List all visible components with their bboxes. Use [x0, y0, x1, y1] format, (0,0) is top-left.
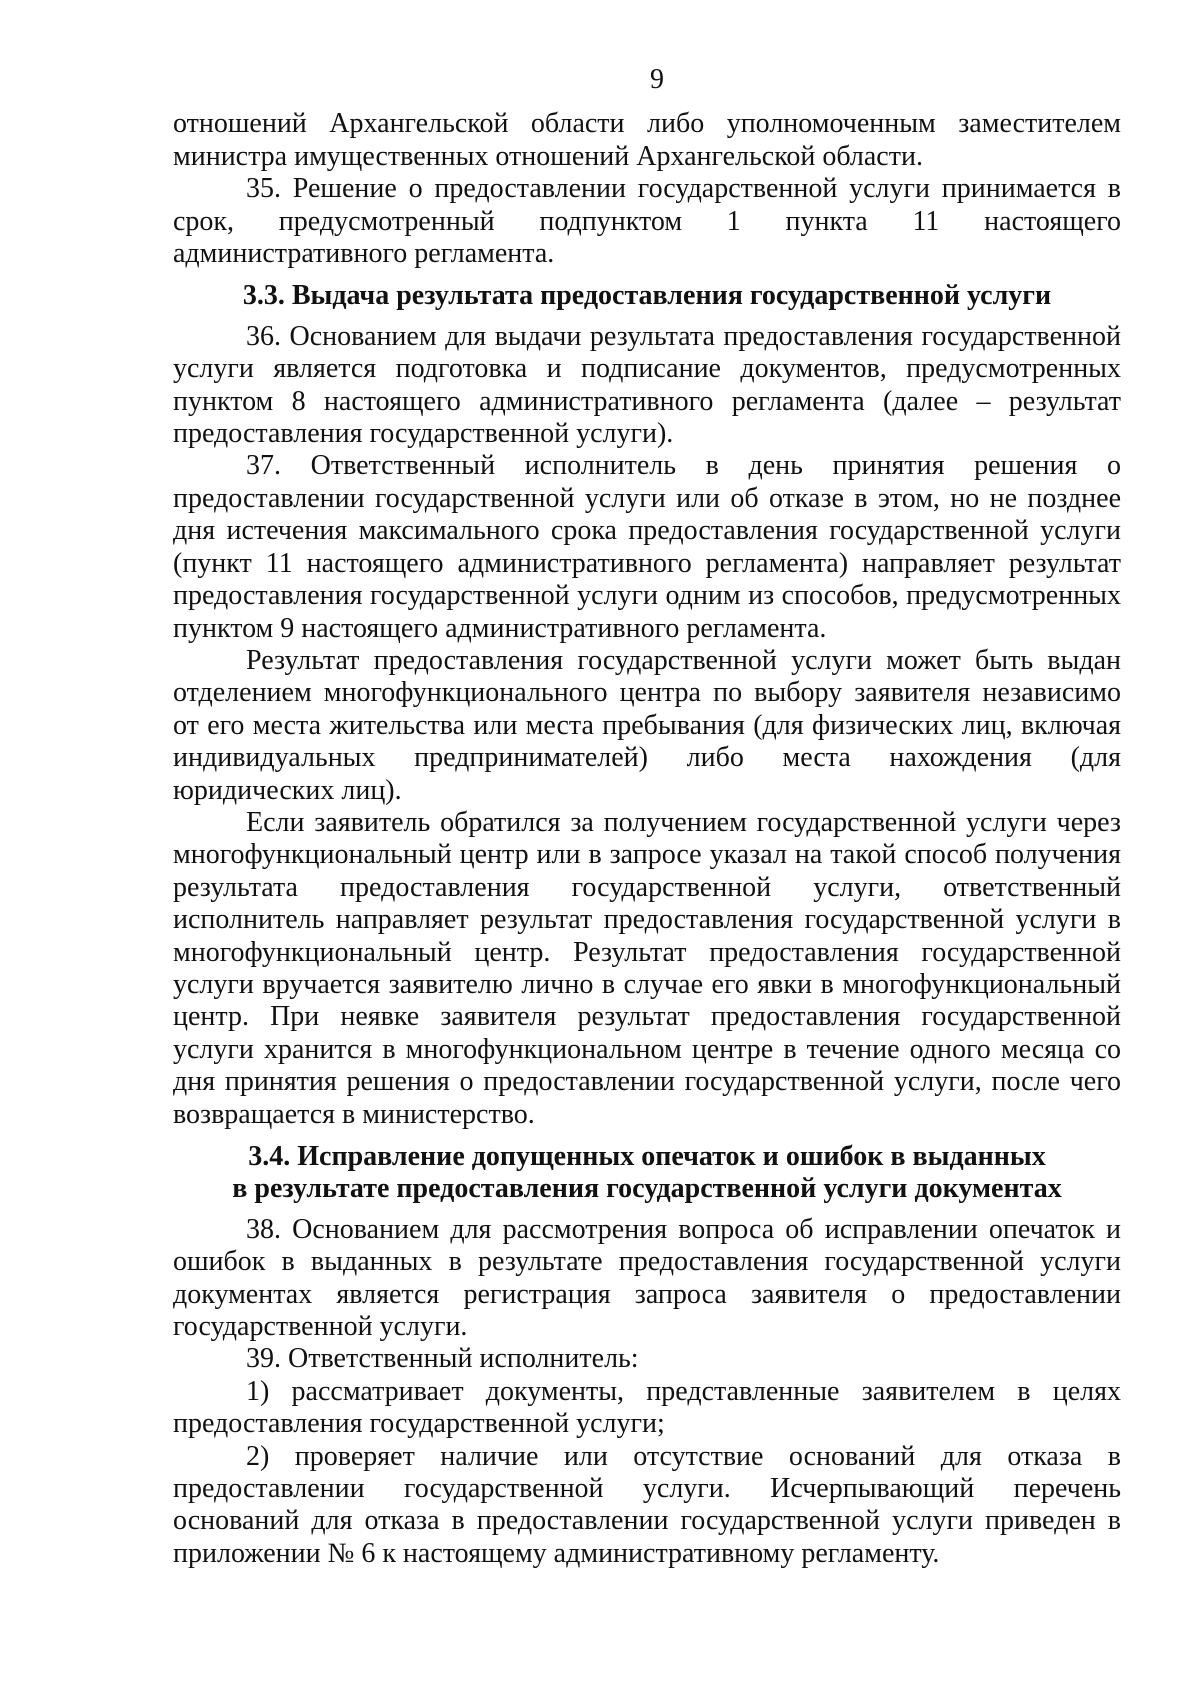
paragraph: 38. Основанием для рассмотрения вопроса об исправлении опечаток и ошибок в выданных в результате предоставления государственной услуги документах является регистрация запроса заявителя о предоставлении государственной услуги. — [173, 1213, 1121, 1343]
section-heading — [173, 280, 1121, 312]
paragraph: 37. Ответственный исполнитель в день принятия решения о предоставлении государственной услуги или об отказе в этом, но не позднее дня истечения максимального срока предоставления государственной услуги (пункт 11 настоящего административного регламента) направляет результат предоставления государственной услуги одним из способов, предусмотренных пунктом 9 настоящего административного регламента. — [173, 450, 1121, 644]
section-heading — [173, 1141, 1121, 1206]
paragraph: Результат предоставления государственной услуги может быть выдан отделением многофункционального центра по выбору заявителя независимо от его места жительства или места пребывания (для физических лиц, включая индивидуальных предпринимателей) либо места нахождения (для юридических лиц). — [173, 644, 1121, 806]
paragraph: отношений Архангельской области либо уполномоченным заместителем министра имущественных отношений Архангельской области. — [173, 108, 1121, 172]
paragraph: 36. Основанием для выдачи результата предоставления государственной услуги является подготовка и подписание документов, предусмотренных пунктом 8 настоящего административного регламента (далее – результат предоставления государственной услуги). — [173, 320, 1121, 450]
page-number: 9 — [650, 64, 664, 95]
section-heading-line: 3.4. Исправление допущенных опечаток и ошибок в выданных — [248, 1141, 1046, 1172]
paragraph: 35. Решение о предоставлении государственной услуги принимается в срок, предусмотренный подпунктом 1 пункта 11 настоящего административного регламента. — [173, 173, 1121, 270]
paragraph: Если заявитель обратился за получением государственной услуги через многофункциональный центр или в запросе указал на такой способ получения результата предоставления государственной услуги, ответственный исполнитель направляет результат предоставления государственной услуги в многофункциональный центр. Результат предоставления государственной услуги вручается заявителю лично в случае его явки в многофункциональный центр. При неявке заявителя результат предоставления государственной услуги хранится в многофункциональном центре в течение одного месяца со дня принятия решения о предоставлении государственной услуги, после чего возвращается в министерство. — [173, 806, 1121, 1130]
section-heading-line: 3.3. Выдача результата предоставления государственной услуги — [242, 280, 1052, 312]
section-heading-line: в результате предоставления государственной услуги документах — [232, 1173, 1062, 1205]
paragraph: 39. Ответственный исполнитель: — [246, 1343, 639, 1375]
paragraph: 1) рассматривает документы, представленные заявителем в целях предоставления государственной услуги; — [173, 1375, 1121, 1440]
paragraph: 2) проверяет наличие или отсутствие оснований для отказа в предоставлении государственной услуги. Исчерпывающий перечень оснований для отказа в предоставлении государственной услуги приведен в приложении № 6 к настоящему административному регламенту. — [173, 1440, 1121, 1569]
document-body — [173, 108, 1121, 1570]
